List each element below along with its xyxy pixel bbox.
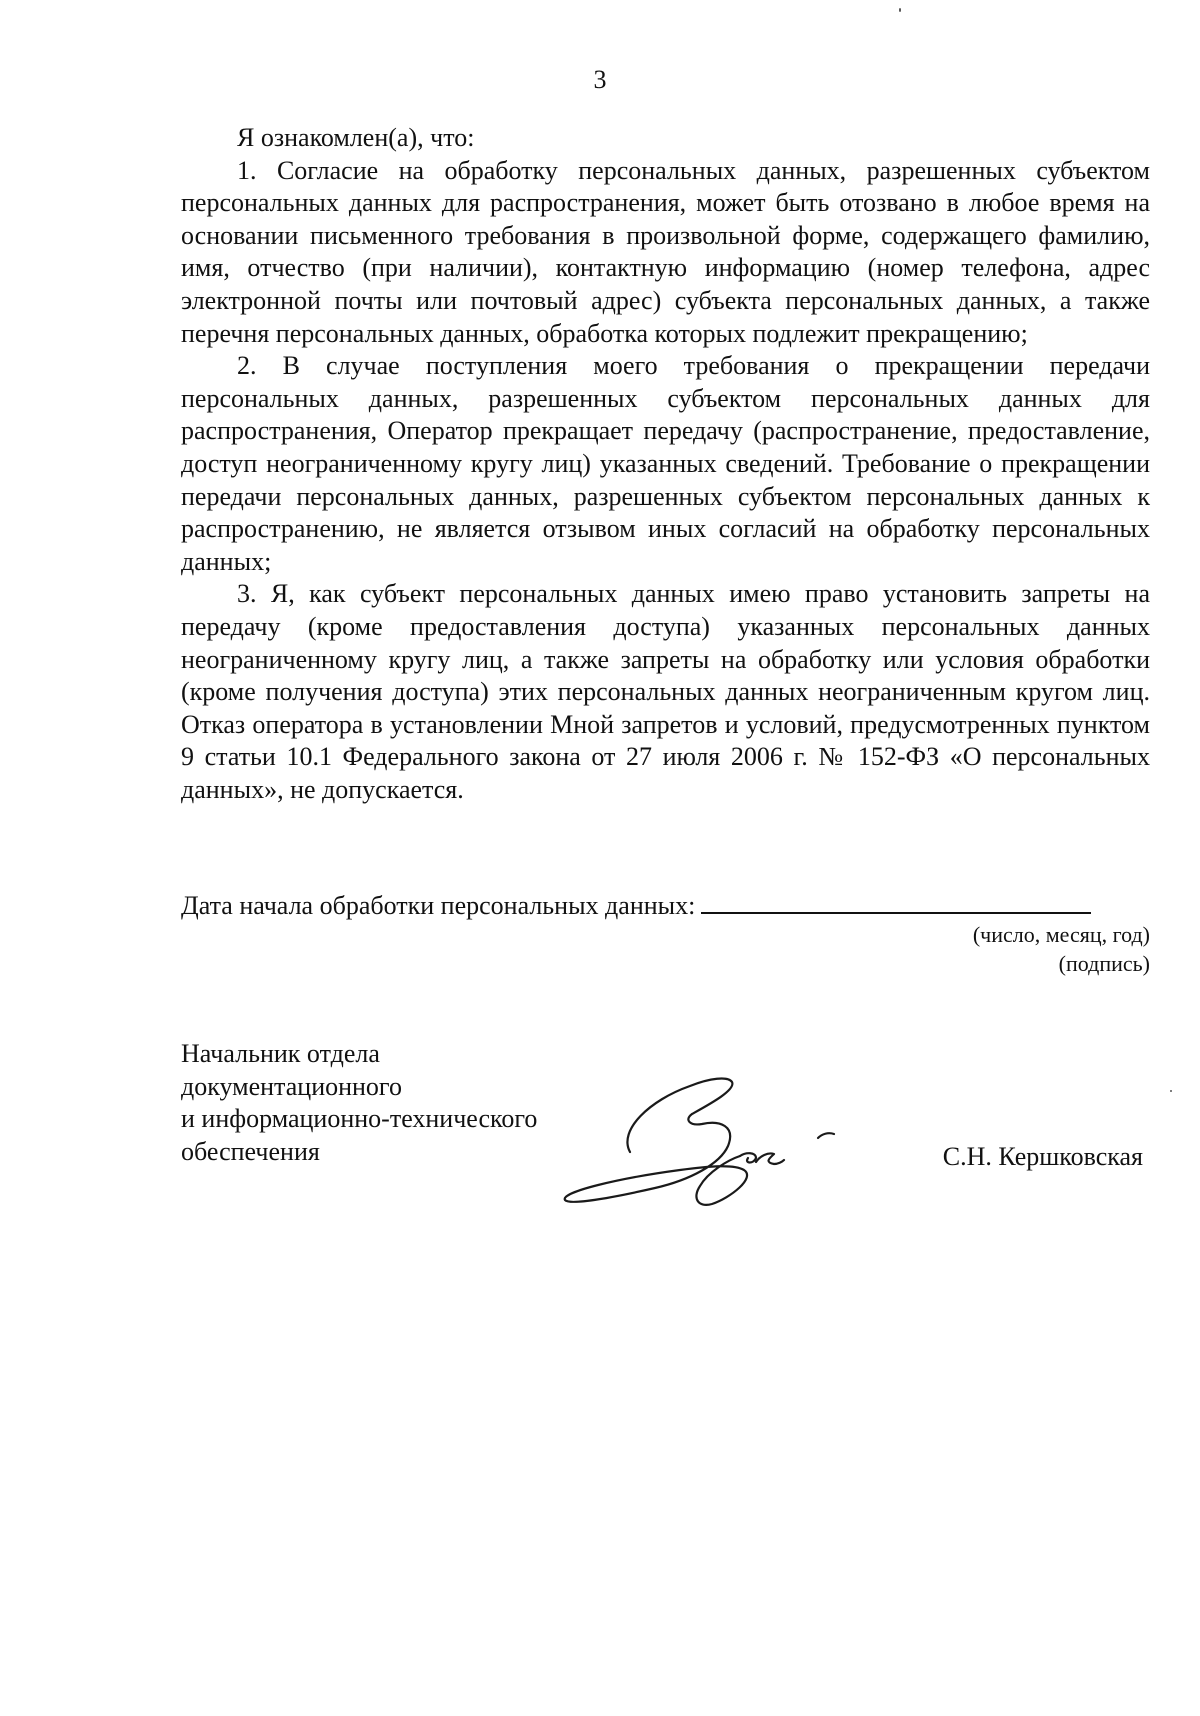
clause-1: 1. Согласие на обработку персональных данных, разрешенных субъектом персональных данных для распространения, может быть отозвано в любое время на основании письменного требования в произвольной форме, содержащего фамилию, имя, отчество (при наличии), контактную информацию (номер телефона, адрес электронной почты или почтовый адрес) субъекта персональных данных, а также перечня персональных данных, обработка которых подлежит прекращению; — [181, 155, 1150, 348]
processing-start-date-label: Дата начала обработки персональных данных: — [181, 891, 696, 920]
page-number: 3 — [593, 65, 607, 94]
scan-speck — [899, 8, 901, 12]
signer-name: С.Н. Кершковская — [942, 1142, 1143, 1171]
clause-2: 2. В случае поступления моего требования о прекращении передачи персональных данных, разрешенных субъектом персональных данных для распространения, Оператор прекращает передачу (распространение, предоставление, доступ неограниченному кругу лиц) указанных сведений. Требование о прекращении передачи персональных данных, разрешенных субъектом персональных данных к распространению, не является отзывом иных согласий на обработку персональных данных; — [181, 351, 1150, 576]
position-line-4: обеспечения — [181, 1136, 320, 1166]
handwritten-signature — [560, 1060, 890, 1230]
processing-start-date-line — [181, 888, 1150, 922]
scan-speck — [1170, 1090, 1172, 1092]
consent-body — [181, 122, 1150, 806]
position-line-1: Начальник отдела — [181, 1039, 380, 1068]
intro-line: Я ознакомлен(а), что: — [237, 123, 475, 152]
signatory-position — [181, 1038, 601, 1168]
date-blank-field — [701, 888, 1091, 914]
clause-3: 3. Я, как субъект персональных данных имею право установить запреты на передачу (кроме предоставления доступа) указанных персональных данных неограниченному кругу лиц, а также запреты на обработку или условия обработки (кроме получения доступа) этих персональных данных неограниченным кругом лиц. Отказ оператора в установлении Мной запретов и условий, предусмотренных пунктом 9 статьи 10.1 Федерального закона от 27 июля 2006 г. № 152-ФЗ «О персональных данных», не допускается. — [181, 579, 1150, 804]
signature-hint: (подпись) — [1058, 951, 1150, 976]
position-line-2: документационного — [181, 1071, 402, 1101]
date-hint: (число, месяц, год) — [972, 922, 1150, 947]
position-line-3: и информационно-технического — [181, 1104, 538, 1133]
